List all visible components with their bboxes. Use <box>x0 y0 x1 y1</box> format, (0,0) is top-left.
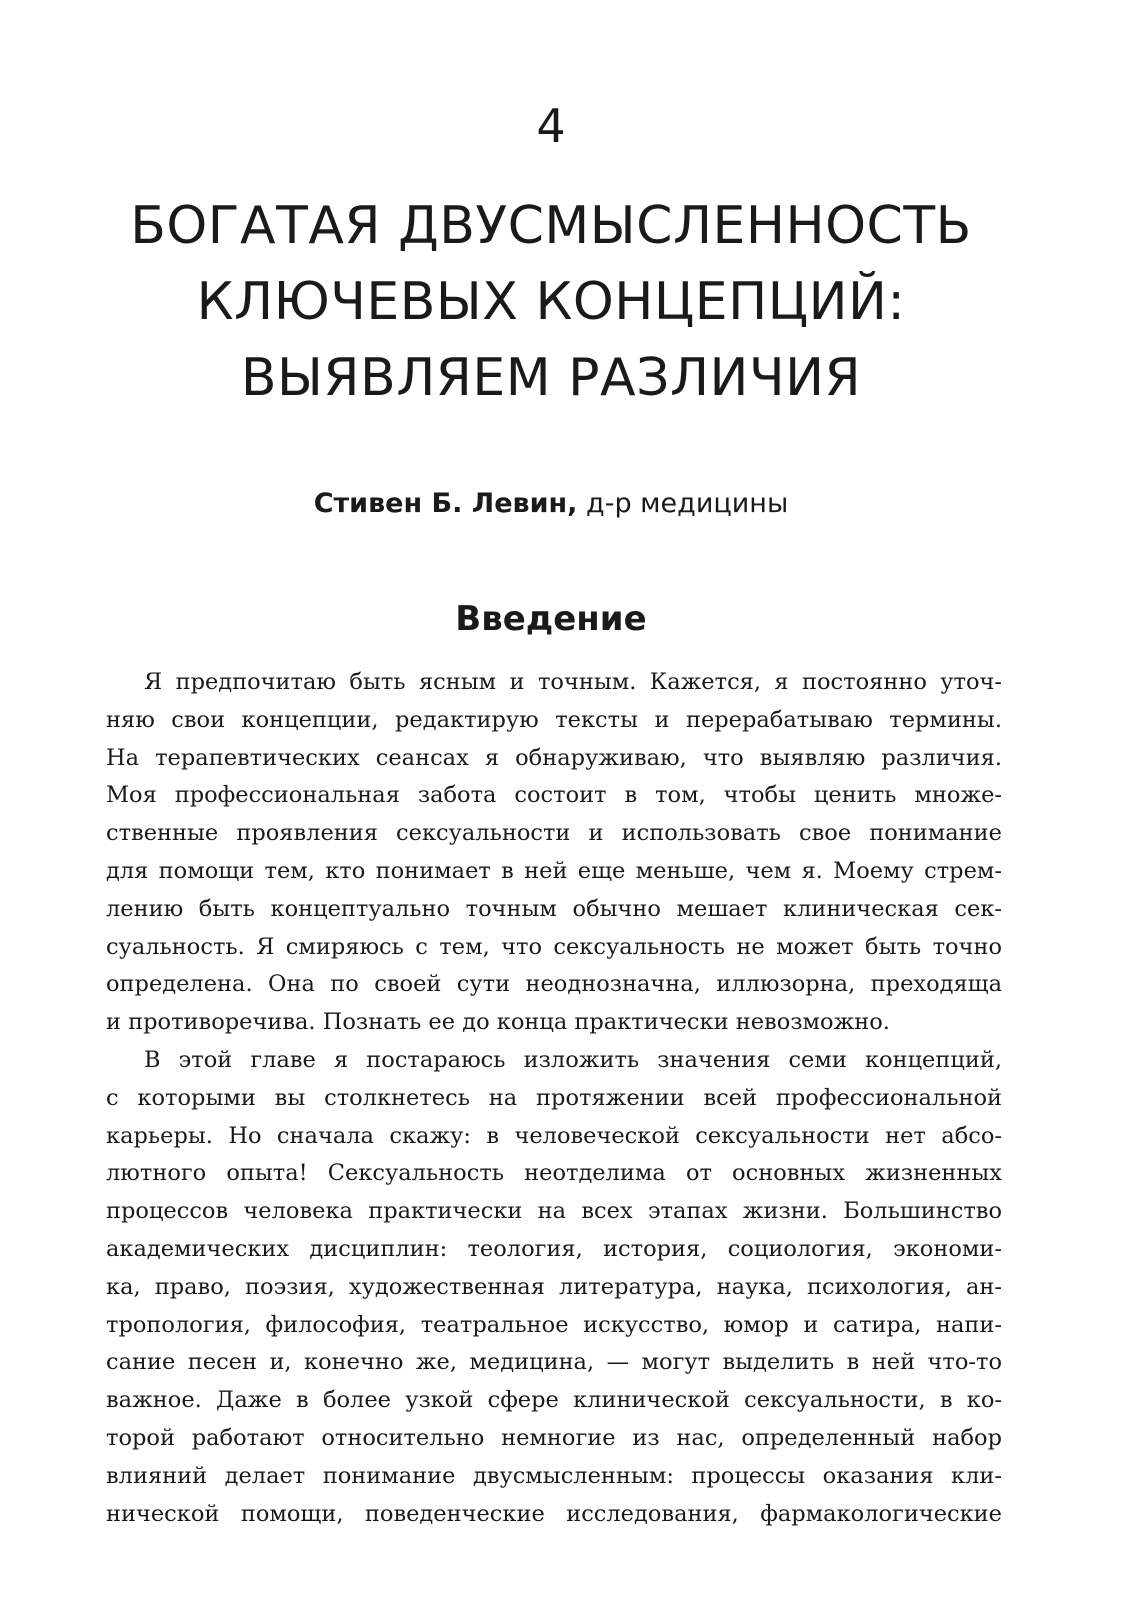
text-line: На терапевтических сеансах я обнаруживаю, что выявляю различия. <box>106 744 1002 771</box>
chapter-title <box>90 188 1012 416</box>
text-line: торой работают относительно немногие из нас, определенный набор <box>106 1424 1002 1451</box>
text-line: для помощи тем, кто понимает в ней еще меньше, чем я. Моему стрем- <box>106 857 1002 884</box>
text-line: процессов человека практически на всех этапах жизни. Большинство <box>106 1198 1002 1225</box>
author-byline <box>0 484 1102 524</box>
text-line: суальность. Я смиряюсь с тем, что сексуальность не может быть точно <box>106 933 1002 960</box>
text-line: ственные проявления сексуальности и использовать свое понимание <box>106 820 1002 847</box>
chapter-title-line: ВЫЯВЛЯЕМ РАЗЛИЧИЯ <box>240 348 862 408</box>
author-name: Стивен Б. Левин, <box>313 488 578 519</box>
paragraph <box>106 664 1002 1042</box>
body-text <box>106 664 1002 1533</box>
author-degree: д-р медицины <box>577 488 789 519</box>
text-line: лютного опыта! Сексуальность неотделима от основных жизненных <box>106 1160 1002 1187</box>
chapter-number: 4 <box>536 99 566 153</box>
text-line: определена. Она по своей сути неоднозначна, иллюзорна, преходяща <box>106 971 1002 998</box>
text-line: Я предпочитаю быть ясным и точным. Кажется, я постоянно уточ- <box>144 669 1002 695</box>
text-line: важное. Даже в более узкой сфере клинической сексуальности, в ко- <box>106 1387 1002 1414</box>
text-line: лению быть концептуально точным обычно мешает клиническая сек- <box>106 895 1002 922</box>
text-line: няю свои концепции, редактирую тексты и перерабатываю термины. <box>106 706 1002 733</box>
section-heading: Введение <box>455 599 647 639</box>
text-line: с которыми вы столкнетесь на протяжении всей профессиональной <box>106 1084 1002 1111</box>
text-line: влияний делает понимание двусмысленным: процессы оказания кли- <box>106 1462 1002 1489</box>
text-line: В этой главе я постараюсь изложить значения семи концепций, <box>144 1046 1002 1073</box>
text-line: ка, право, поэзия, художественная литература, наука, психология, ан- <box>106 1273 1002 1300</box>
paragraph <box>106 1042 1002 1533</box>
text-line: Моя профессиональная забота состоит в том, чтобы ценить множе- <box>106 782 1002 809</box>
text-line: карьеры. Но сначала скажу: в человеческой сексуальности нет абсо- <box>106 1122 1002 1149</box>
text-line: сание песен и, конечно же, медицина, — могут выделить в ней что-то <box>106 1349 1002 1376</box>
chapter-title-line: КЛЮЧЕВЫХ КОНЦЕПЦИЙ: <box>196 272 906 332</box>
text-line: нической помощи, поведенческие исследования, фармакологические <box>106 1500 1002 1527</box>
chapter-title-line: БОГАТАЯ ДВУСМЫСЛЕННОСТЬ <box>130 196 972 256</box>
text-line: тропология, философия, театральное искусство, юмор и сатира, напи- <box>106 1311 1002 1338</box>
text-line: академических дисциплин: теология, история, социология, экономи- <box>106 1235 1002 1262</box>
text-line: и противоречива. Познать ее до конца практически невозможно. <box>106 1009 890 1036</box>
